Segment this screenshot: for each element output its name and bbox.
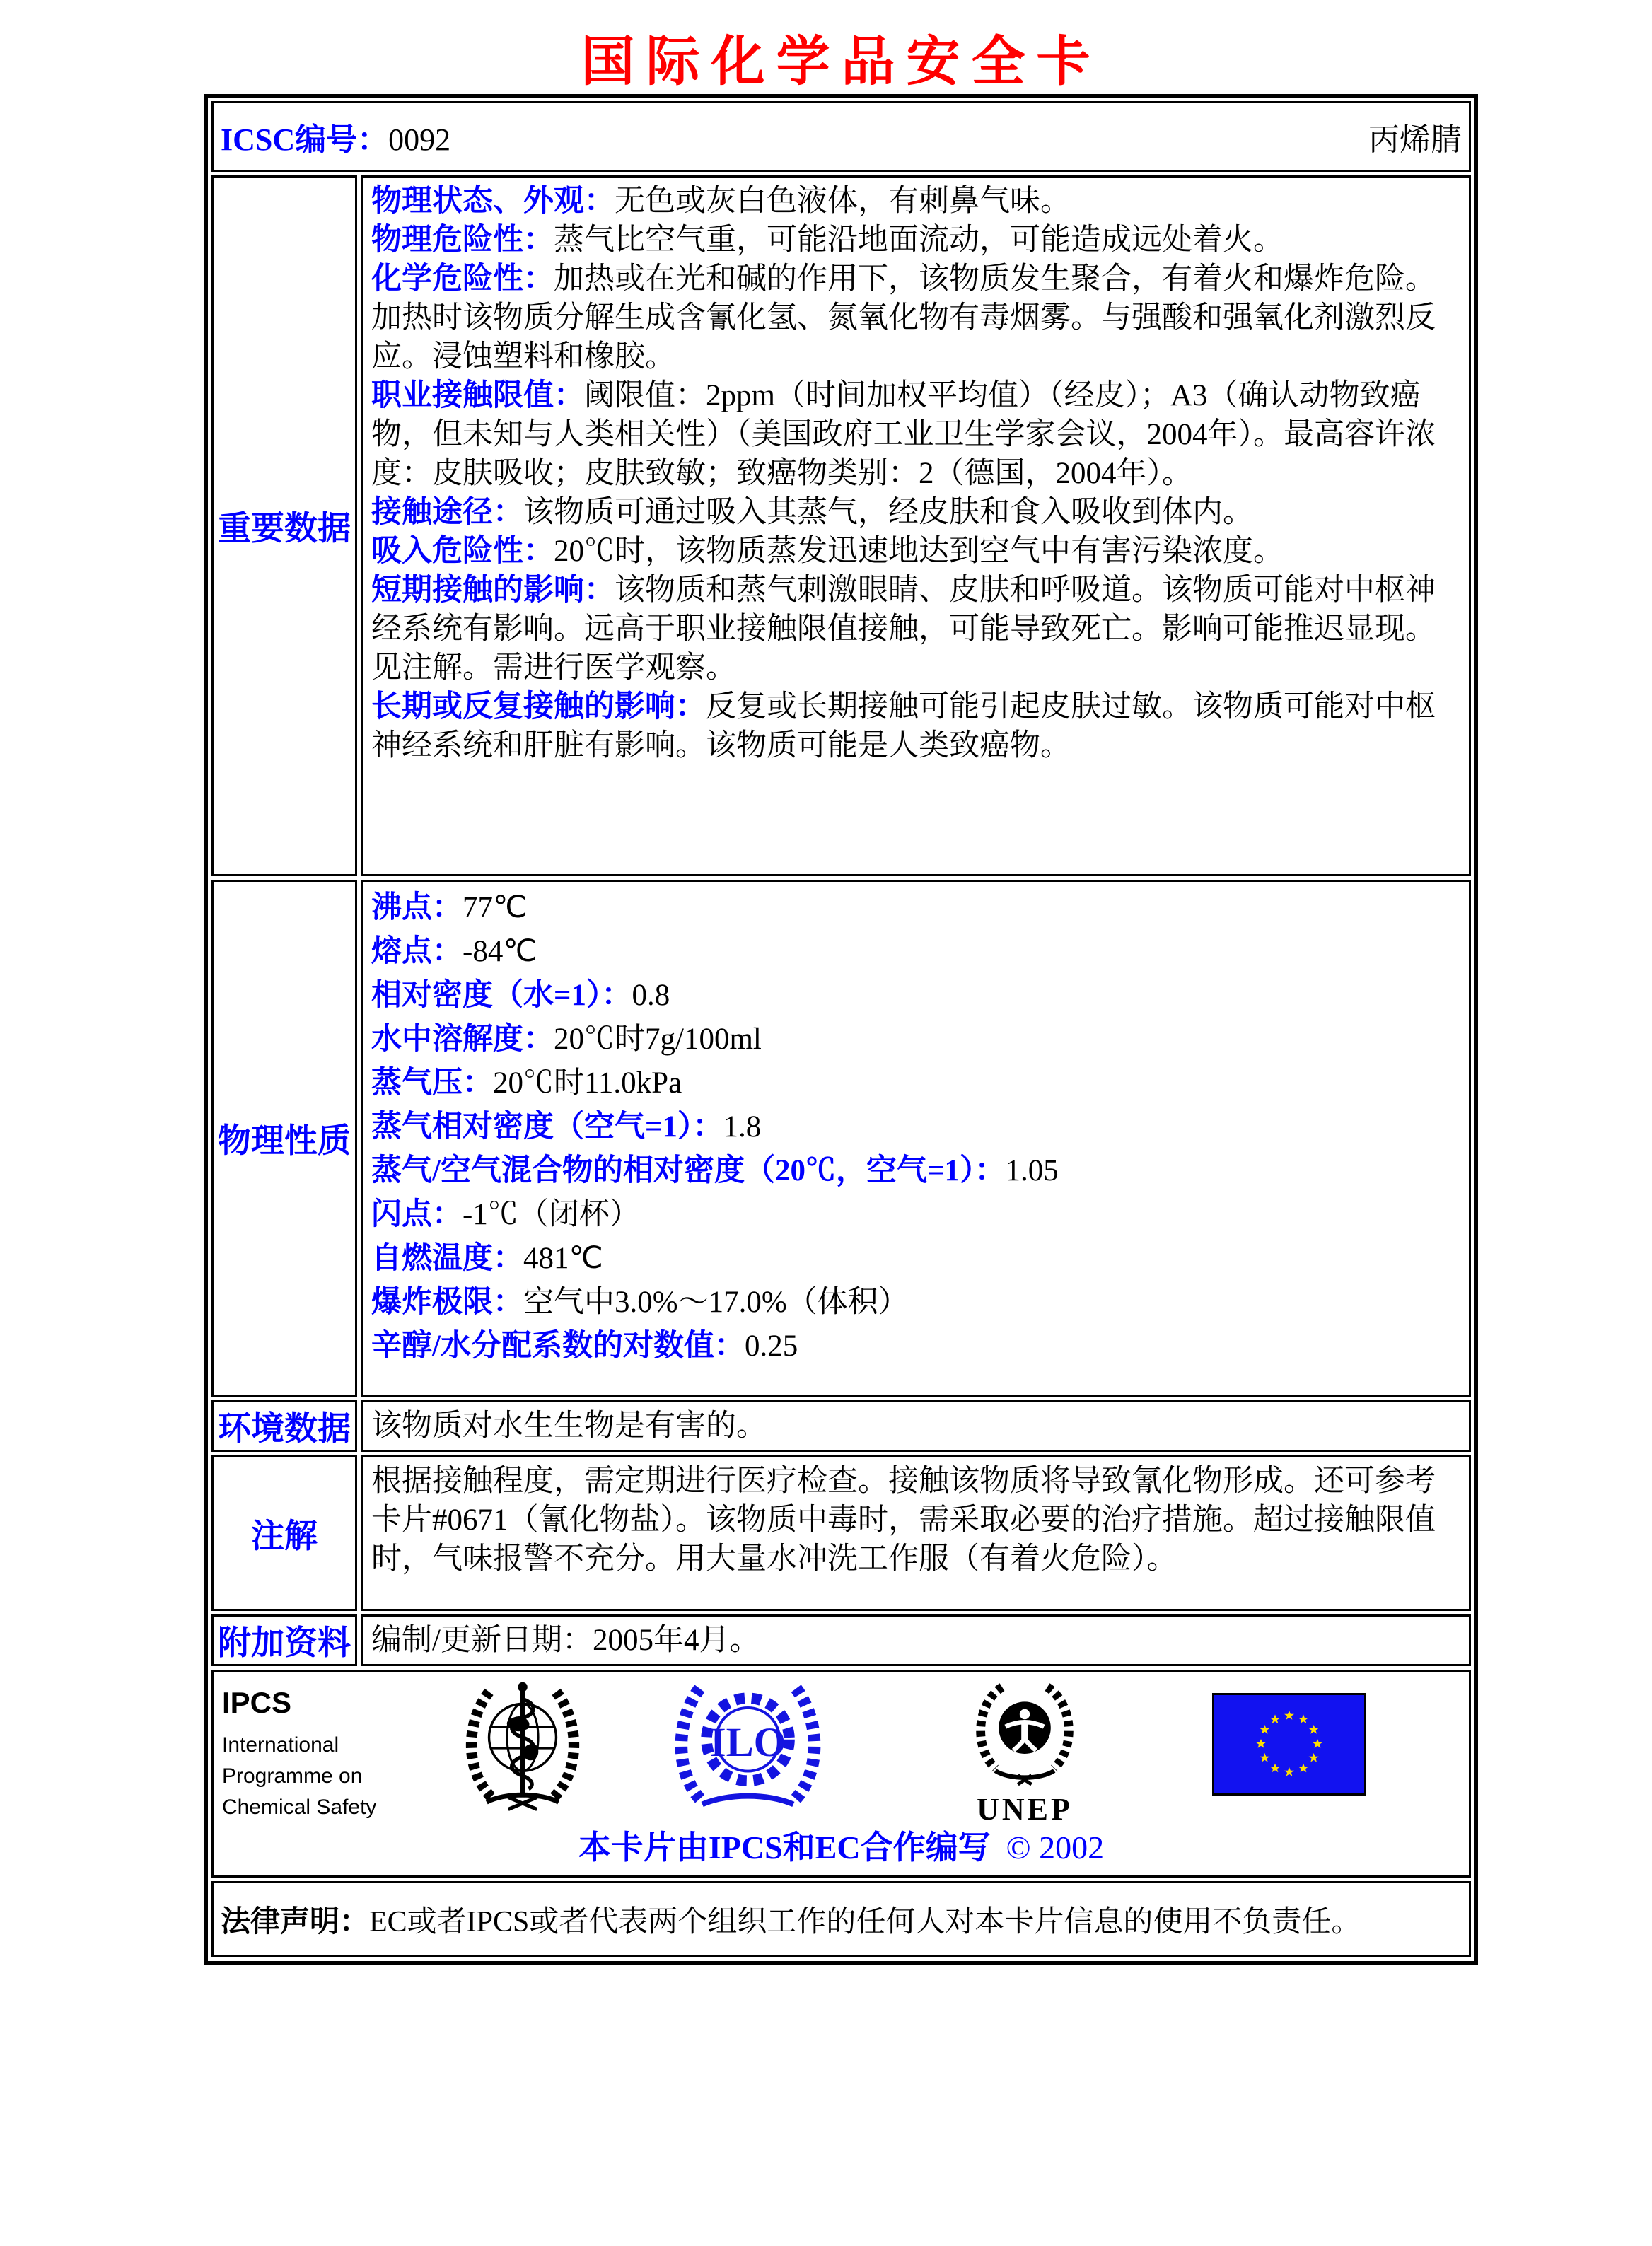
field-value: 0.8 <box>632 979 670 1012</box>
field-value: 无色或灰白色液体，有刺鼻气味。 <box>615 185 1071 218</box>
data-field-line <box>371 1105 1460 1149</box>
icsc-number-value: 0092 <box>388 122 451 157</box>
data-field-line <box>371 493 1460 532</box>
unep-label: UNEP <box>977 1792 1073 1827</box>
credit-year: © 2002 <box>1006 1829 1105 1866</box>
ipcs-wordmark <box>222 1686 376 1823</box>
data-field-line <box>371 1193 1460 1237</box>
important-data-row <box>211 175 1471 876</box>
additional-info-row <box>211 1614 1471 1666</box>
field-value: 20℃时7g/100ml <box>554 1023 762 1056</box>
data-field-line <box>371 886 1460 930</box>
section-label-notes: 注解 <box>211 1455 357 1611</box>
data-field-line <box>371 687 1460 765</box>
data-field-line <box>371 221 1460 260</box>
chemical-name: 丙烯腈 <box>1368 122 1462 157</box>
field-value: 481℃ <box>523 1242 603 1275</box>
field-label: 蒸气压： <box>371 1066 493 1100</box>
data-field-line <box>371 1281 1460 1325</box>
credit-text: 本卡片由IPCS和EC合作编写 <box>578 1829 991 1866</box>
data-field-line <box>371 260 1460 376</box>
section-label-environment: 环境数据 <box>211 1400 357 1452</box>
field-value: 加热或在光和碱的作用下，该物质发生聚合，有着火和爆炸危险。加热时该物质分解生成含氰化氢、氮氧化物有毒烟雾。与强酸和强氧化剂激烈反应。浸蚀塑料和橡胶。 <box>371 262 1436 373</box>
field-label: 物理危险性： <box>371 223 554 257</box>
field-value: 阈限值：2ppm（时间加权平均值）（经皮）；A3（确认动物致癌物，但未知与人类相关性）（美国政府工业卫生学家会议，2004年）。最高容许浓度：皮肤吸收；皮肤致敏；致癌物类别：2（德国，2004年）。 <box>371 379 1436 490</box>
field-label: 长期或反复接触的影响： <box>371 690 706 723</box>
important-data-content <box>361 175 1471 876</box>
who-icon <box>463 1677 583 1819</box>
field-value: 1.05 <box>1005 1154 1059 1187</box>
legal-label: 法律声明： <box>221 1906 370 1938</box>
ipcs-title: IPCS <box>222 1686 292 1719</box>
legal-text: EC或者IPCS或者代表两个组织工作的任何人对本卡片信息的使用不负责任。 <box>369 1906 1361 1938</box>
data-field-line <box>371 532 1460 571</box>
field-label: 物理状态、外观： <box>371 185 615 218</box>
icsc-number-label: ICSC编号： <box>221 122 389 157</box>
field-value: 蒸气比空气重，可能沿地面流动，可能造成远处着火。 <box>554 223 1284 257</box>
additional-info-content: 编制/更新日期：2005年4月。 <box>361 1614 1471 1666</box>
field-value: -84℃ <box>463 935 537 968</box>
ilo-letters: ILO <box>709 1719 786 1766</box>
environment-data-row <box>211 1400 1471 1452</box>
physical-properties-content <box>361 880 1471 1397</box>
notes-row <box>211 1455 1471 1611</box>
icsc-number-group <box>221 114 450 159</box>
field-label: 辛醇/水分配系数的对数值： <box>371 1329 745 1363</box>
field-label: 熔点： <box>371 935 463 968</box>
field-label: 相对密度（水=1）： <box>371 979 632 1012</box>
data-field-line <box>371 182 1460 221</box>
section-label-physical: 物理性质 <box>211 880 357 1397</box>
ipcs-subtitle-line3: Chemical Safety <box>222 1796 377 1819</box>
field-value: 77℃ <box>463 891 528 924</box>
field-label: 闪点： <box>371 1198 463 1231</box>
field-label: 蒸气相对密度（空气=1）： <box>371 1110 723 1144</box>
environment-data-content: 该物质对水生生物是有害的。 <box>361 1400 1471 1452</box>
data-field-line <box>371 1149 1460 1193</box>
data-field-line <box>371 1018 1460 1061</box>
page-title: 国际化学品安全卡 <box>581 30 1102 93</box>
notes-content: 根据接触程度，需定期进行医疗检查。接触该物质将导致氰化物形成。还可参考卡片#0671（氰化物盐）。该物质中毒时，需采取必要的治疗措施。超过接触限值时，气味报警不充分。用大量水冲洗工作服（有着火危险）。 <box>361 1455 1471 1611</box>
data-field-line <box>371 1061 1460 1105</box>
field-value: 空气中3.0%～17.0%（体积） <box>523 1286 909 1319</box>
section-label-additional: 附加资料 <box>211 1614 357 1666</box>
icsc-table <box>204 94 1478 1965</box>
field-label: 沸点： <box>371 891 463 924</box>
ilo-icon <box>672 1677 824 1819</box>
field-label: 爆炸极限： <box>371 1286 523 1319</box>
header-cell <box>211 101 1471 172</box>
data-field-line <box>371 571 1460 687</box>
field-label: 水中溶解度： <box>371 1023 554 1056</box>
field-label: 蒸气/空气混合物的相对密度（20℃，空气=1）： <box>371 1154 1006 1187</box>
legal-notice <box>211 1881 1471 1957</box>
logos-row <box>211 1670 1471 1878</box>
field-value: 反复或长期接触可能引起皮肤过敏。该物质可能对中枢神经系统和肝脏有影响。该物质可能是人类致癌物。 <box>371 690 1436 762</box>
physical-properties-row <box>211 880 1471 1397</box>
data-field-line <box>371 1237 1460 1281</box>
credit-line <box>214 1822 1469 1868</box>
ipcs-subtitle-line2: Programme on <box>222 1764 363 1788</box>
field-value: 该物质可通过吸入其蒸气，经皮肤和食入吸收到体内。 <box>523 496 1253 529</box>
data-field-line <box>371 930 1460 974</box>
field-label: 接触途径： <box>371 496 523 529</box>
field-label: 职业接触限值： <box>371 379 584 412</box>
unep-icon <box>968 1680 1081 1793</box>
field-label: 短期接触的影响： <box>371 574 615 607</box>
ipcs-subtitle-line1: International <box>222 1733 339 1757</box>
eu-flag-icon <box>1212 1693 1366 1799</box>
field-value: 该物质和蒸气刺激眼睛、皮肤和呼吸道。该物质可能对中枢神经系统有影响。远高于职业接触限值接触，可能导致死亡。影响可能推迟显现。见注解。需进行医学观察。 <box>371 574 1436 685</box>
field-label: 吸入危险性： <box>371 535 554 568</box>
field-label: 化学危险性： <box>371 262 554 296</box>
field-value: -1℃（闭杯） <box>463 1198 640 1231</box>
data-field-line <box>371 1325 1460 1368</box>
field-value: 1.8 <box>723 1110 762 1144</box>
field-value: 0.25 <box>744 1329 798 1363</box>
data-field-line <box>371 974 1460 1018</box>
logos-cell <box>211 1670 1471 1878</box>
section-label-important: 重要数据 <box>211 175 357 876</box>
field-value: 20℃时11.0kPa <box>493 1066 682 1100</box>
field-value: 20℃时，该物质蒸发迅速地达到空气中有害污染浓度。 <box>554 535 1284 568</box>
header-row <box>211 101 1471 172</box>
field-label: 自燃温度： <box>371 1242 523 1275</box>
legal-row <box>211 1881 1471 1957</box>
unep-emblem <box>965 1680 1085 1827</box>
data-field-line <box>371 376 1460 493</box>
